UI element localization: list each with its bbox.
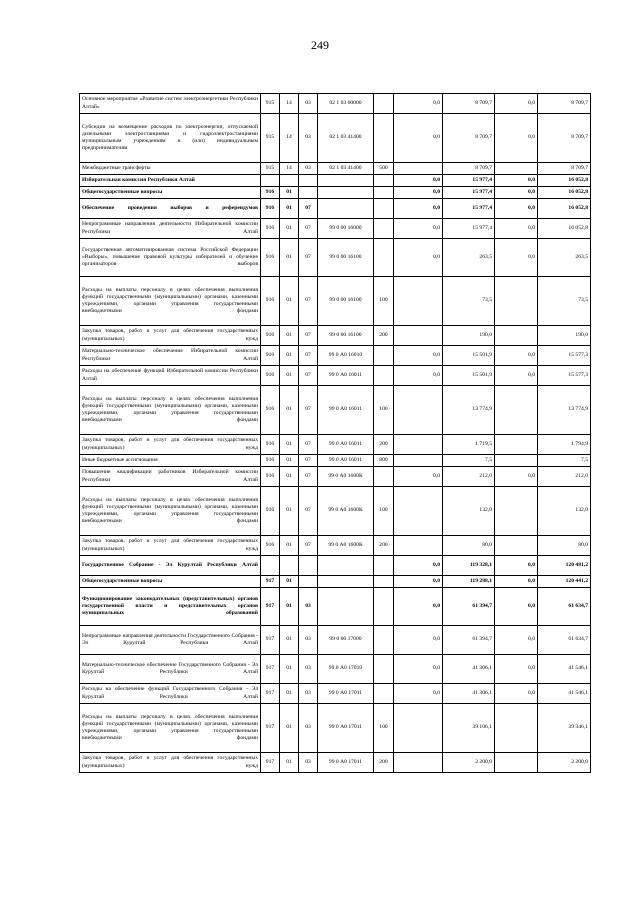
table-row bbox=[80, 326, 591, 346]
cell-name: Государственная автоматизированная система Российской Федерации «Выборы», повышение правовой культуры избирателей и обучение организаторов выборов bbox=[80, 239, 261, 277]
cell-target-article bbox=[318, 187, 374, 199]
cell-target-article: 99 0 А0 16011 bbox=[318, 455, 374, 467]
cell-grbs: 915 bbox=[261, 94, 280, 114]
cell-grbs: 917 bbox=[261, 684, 280, 704]
cell-name: Расходы на выплаты персоналу в целях обеспечения выполнения функций государственными (муниципальными) органами, казенными учреждениями, органами управления государственными внебюджетными фондами bbox=[80, 277, 261, 326]
cell-section: 14 bbox=[280, 114, 299, 163]
cell-subsection bbox=[299, 556, 318, 576]
table-row bbox=[80, 239, 591, 277]
cell-value-4: 2 200,0 bbox=[538, 753, 591, 773]
cell-target-article: 99 0 00 16100 bbox=[318, 239, 374, 277]
cell-section: 01 bbox=[280, 435, 299, 455]
cell-grbs: 915 bbox=[261, 163, 280, 175]
cell-section: 01 bbox=[280, 187, 299, 199]
cell-value-3 bbox=[495, 435, 538, 455]
cell-section: 01 bbox=[280, 386, 299, 435]
cell-value-1: 0,0 bbox=[394, 684, 443, 704]
cell-section bbox=[280, 556, 299, 576]
cell-name: Расходы на обеспечение функций Избирательной комиссии Республики Алтай bbox=[80, 366, 261, 386]
cell-expense-type: 100 bbox=[374, 487, 394, 536]
cell-expense-type bbox=[374, 588, 394, 626]
cell-target-article: 99 0 А0 1600К bbox=[318, 467, 374, 487]
cell-value-4: 61 634,7 bbox=[538, 626, 591, 655]
cell-name: Функционирование законодательных (представительных) органов государственной власти и представительных органов муниципальных образований bbox=[80, 588, 261, 626]
cell-value-4: 39 346,1 bbox=[538, 704, 591, 753]
cell-grbs: 917 bbox=[261, 576, 280, 588]
cell-subsection: 03 bbox=[299, 655, 318, 684]
cell-value-2: 39 106,1 bbox=[443, 704, 495, 753]
cell-subsection: 03 bbox=[299, 163, 318, 175]
cell-name: Закупка товаров, работ и услуг для обеспечения государственных (муниципальных) нужд bbox=[80, 435, 261, 455]
cell-value-4: 1 794,9 bbox=[538, 435, 591, 455]
cell-subsection: 03 bbox=[299, 684, 318, 704]
cell-name: Расходы на выплаты персоналу в целях обеспечения выполнения функций государственными (муниципальными) органами, казенными учреждениями, органами управления государственными внебюджетными фондами bbox=[80, 704, 261, 753]
cell-value-1: 0,0 bbox=[394, 576, 443, 588]
cell-subsection: 07 bbox=[299, 536, 318, 556]
cell-name: Непрограммные направления деятельности Избирательной комиссии Республики Алтай bbox=[80, 219, 261, 239]
cell-value-3: 0,0 bbox=[495, 684, 538, 704]
cell-value-1: 0,0 bbox=[394, 588, 443, 626]
cell-value-1: 0,0 bbox=[394, 94, 443, 114]
cell-value-4: 132,0 bbox=[538, 487, 591, 536]
cell-name: Непрограммные направления деятельности Государственного Собрания - Эл Курултай Республики Алтай bbox=[80, 626, 261, 655]
cell-expense-type: 100 bbox=[374, 277, 394, 326]
table-row bbox=[80, 175, 591, 187]
cell-section: 01 bbox=[280, 536, 299, 556]
cell-name: Общегосударственные вопросы bbox=[80, 187, 261, 199]
table-row bbox=[80, 753, 591, 773]
cell-subsection: 03 bbox=[299, 114, 318, 163]
cell-section: 14 bbox=[280, 163, 299, 175]
cell-value-4: 263,5 bbox=[538, 239, 591, 277]
cell-target-article: 99 0 00 16100 bbox=[318, 277, 374, 326]
table-row bbox=[80, 386, 591, 435]
cell-value-1 bbox=[394, 704, 443, 753]
cell-value-2: 80,0 bbox=[443, 536, 495, 556]
cell-value-4: 8 709,7 bbox=[538, 94, 591, 114]
cell-value-1: 0,0 bbox=[394, 366, 443, 386]
cell-target-article: 99 0 А0 1600К bbox=[318, 536, 374, 556]
cell-expense-type bbox=[374, 626, 394, 655]
cell-target-article: 99 0 00 16100 bbox=[318, 326, 374, 346]
cell-value-3: 0,0 bbox=[495, 655, 538, 684]
cell-value-4: 80,0 bbox=[538, 536, 591, 556]
cell-grbs: 916 bbox=[261, 366, 280, 386]
cell-grbs: 916 bbox=[261, 435, 280, 455]
cell-value-2: 8 709,7 bbox=[443, 163, 495, 175]
cell-grbs: 916 bbox=[261, 386, 280, 435]
cell-name: Избирательная комиссия Республики Алтай bbox=[80, 175, 261, 187]
cell-value-3 bbox=[495, 163, 538, 175]
table-row bbox=[80, 219, 591, 239]
cell-subsection: 07 bbox=[299, 326, 318, 346]
cell-target-article bbox=[318, 588, 374, 626]
cell-value-1: 0,0 bbox=[394, 114, 443, 163]
cell-value-3: 0,0 bbox=[495, 114, 538, 163]
cell-value-4: 8 709,7 bbox=[538, 163, 591, 175]
cell-value-4: 61 634,7 bbox=[538, 588, 591, 626]
cell-value-2: 8 709,7 bbox=[443, 114, 495, 163]
cell-value-4: 16 052,8 bbox=[538, 175, 591, 187]
table-row bbox=[80, 536, 591, 556]
cell-value-3: 0,0 bbox=[495, 187, 538, 199]
cell-name: Общегосударственные вопросы bbox=[80, 576, 261, 588]
cell-name: Расходы на выплаты персоналу в целях обеспечения выполнения функций государственными (муниципальными) органами, казенными учреждениями, органами управления государственными внебюджетными фондами bbox=[80, 487, 261, 536]
cell-expense-type: 200 bbox=[374, 435, 394, 455]
cell-target-article: 99 0 00 16000 bbox=[318, 219, 374, 239]
cell-value-4: 41 546,1 bbox=[538, 684, 591, 704]
cell-grbs: 916 bbox=[261, 199, 280, 219]
cell-section: 01 bbox=[280, 684, 299, 704]
cell-name: Субсидии на возмещение расходов по электроэнергии, отпускаемой дизельными электростанциями и гидроэлектростанциями муниципальным учреждениям и (или) индивидуальным предпринимателям bbox=[80, 114, 261, 163]
cell-expense-type: 800 bbox=[374, 455, 394, 467]
cell-grbs bbox=[261, 175, 280, 187]
cell-subsection: 07 bbox=[299, 386, 318, 435]
cell-value-4: 16 052,8 bbox=[538, 199, 591, 219]
cell-value-3: 0,0 bbox=[495, 94, 538, 114]
cell-name: Материально-техническое обеспечение Избирательной комиссии Республики Алтай bbox=[80, 346, 261, 366]
cell-name: Обеспечение проведения выборов и референдумов bbox=[80, 199, 261, 219]
cell-section: 01 bbox=[280, 366, 299, 386]
cell-subsection: 07 bbox=[299, 277, 318, 326]
cell-value-2: 41 306,1 bbox=[443, 655, 495, 684]
cell-expense-type bbox=[374, 467, 394, 487]
table-row bbox=[80, 487, 591, 536]
cell-grbs: 917 bbox=[261, 626, 280, 655]
cell-expense-type bbox=[374, 576, 394, 588]
cell-value-1 bbox=[394, 753, 443, 773]
cell-value-2: 1 719,5 bbox=[443, 435, 495, 455]
cell-value-1 bbox=[394, 455, 443, 467]
cell-target-article: 02 1 03 00000 bbox=[318, 94, 374, 114]
cell-value-1: 0,0 bbox=[394, 467, 443, 487]
cell-value-4: 16 052,8 bbox=[538, 187, 591, 199]
cell-section: 01 bbox=[280, 467, 299, 487]
table-row bbox=[80, 94, 591, 114]
cell-value-1 bbox=[394, 277, 443, 326]
cell-section: 14 bbox=[280, 94, 299, 114]
cell-value-1 bbox=[394, 487, 443, 536]
cell-value-2: 15 501,9 bbox=[443, 366, 495, 386]
cell-subsection bbox=[299, 187, 318, 199]
cell-expense-type: 100 bbox=[374, 704, 394, 753]
cell-section: 01 bbox=[280, 487, 299, 536]
cell-grbs: 916 bbox=[261, 277, 280, 326]
cell-expense-type bbox=[374, 684, 394, 704]
cell-name: Материально-техническое обеспечение Государственного Собрания - Эл Курултай Республики Алтай bbox=[80, 655, 261, 684]
cell-value-4: 13 774,9 bbox=[538, 386, 591, 435]
cell-value-1 bbox=[394, 386, 443, 435]
cell-value-2: 7,5 bbox=[443, 455, 495, 467]
cell-expense-type bbox=[374, 175, 394, 187]
cell-section: 01 bbox=[280, 199, 299, 219]
cell-value-1: 0,0 bbox=[394, 346, 443, 366]
cell-target-article bbox=[318, 199, 374, 219]
table-row bbox=[80, 114, 591, 163]
cell-value-1: 0,0 bbox=[394, 655, 443, 684]
cell-value-2: 8 709,7 bbox=[443, 94, 495, 114]
cell-section: 01 bbox=[280, 277, 299, 326]
cell-expense-type bbox=[374, 655, 394, 684]
cell-value-4: 212,0 bbox=[538, 467, 591, 487]
table-row bbox=[80, 163, 591, 175]
cell-value-1 bbox=[394, 326, 443, 346]
cell-value-3 bbox=[495, 326, 538, 346]
cell-value-1 bbox=[394, 163, 443, 175]
cell-value-2: 13 774,9 bbox=[443, 386, 495, 435]
cell-subsection: 07 bbox=[299, 366, 318, 386]
cell-value-4: 120 441,2 bbox=[538, 576, 591, 588]
cell-expense-type bbox=[374, 346, 394, 366]
cell-target-article bbox=[318, 576, 374, 588]
cell-target-article: 99 0 А0 17011 bbox=[318, 684, 374, 704]
cell-value-2: 119 328,1 bbox=[443, 556, 495, 576]
cell-expense-type: 500 bbox=[374, 163, 394, 175]
cell-subsection: 03 bbox=[299, 704, 318, 753]
cell-expense-type bbox=[374, 187, 394, 199]
cell-target-article: 99 0 А0 17011 bbox=[318, 704, 374, 753]
table-row bbox=[80, 366, 591, 386]
cell-value-3 bbox=[495, 536, 538, 556]
cell-target-article: 99 0 А0 16011 bbox=[318, 386, 374, 435]
cell-value-4: 41 546,1 bbox=[538, 655, 591, 684]
cell-value-3: 0,0 bbox=[495, 346, 538, 366]
cell-subsection: 07 bbox=[299, 487, 318, 536]
cell-name: Основное мероприятие «Развитие систем электроэнергетики Республики Алтай» bbox=[80, 94, 261, 114]
cell-grbs: 916 bbox=[261, 219, 280, 239]
table-row bbox=[80, 655, 591, 684]
cell-value-2: 132,0 bbox=[443, 487, 495, 536]
table-row bbox=[80, 576, 591, 588]
cell-value-2: 15 501,9 bbox=[443, 346, 495, 366]
cell-grbs: 917 bbox=[261, 753, 280, 773]
cell-value-3: 0,0 bbox=[495, 626, 538, 655]
cell-subsection bbox=[299, 576, 318, 588]
cell-value-2: 73,5 bbox=[443, 277, 495, 326]
cell-value-3: 0,0 bbox=[495, 366, 538, 386]
cell-value-1: 0,0 bbox=[394, 239, 443, 277]
table-row bbox=[80, 588, 591, 626]
budget-table bbox=[79, 93, 591, 773]
cell-name: Государственное Собрание - Эл Курултай Республики Алтай bbox=[80, 556, 261, 576]
cell-section: 01 bbox=[280, 239, 299, 277]
table-row bbox=[80, 626, 591, 655]
cell-name: Расходы на выплаты персоналу в целях обеспечения выполнения функций государственными (муниципальными) органами, казенными учреждениями, органами управления государственными внебюджетными фондами bbox=[80, 386, 261, 435]
cell-subsection: 03 bbox=[299, 753, 318, 773]
cell-expense-type: 100 bbox=[374, 386, 394, 435]
cell-value-1 bbox=[394, 435, 443, 455]
cell-expense-type bbox=[374, 556, 394, 576]
cell-target-article: 02 1 03 41400 bbox=[318, 163, 374, 175]
cell-target-article: 02 1 03 41400 bbox=[318, 114, 374, 163]
cell-value-3 bbox=[495, 455, 538, 467]
cell-value-4: 7,5 bbox=[538, 455, 591, 467]
cell-value-1: 0,0 bbox=[394, 175, 443, 187]
cell-target-article: 99 0 А0 1600К bbox=[318, 487, 374, 536]
cell-target-article bbox=[318, 556, 374, 576]
page-number: 249 bbox=[311, 38, 329, 52]
table-row bbox=[80, 187, 591, 199]
cell-value-2: 263,5 bbox=[443, 239, 495, 277]
cell-value-4: 120 481,2 bbox=[538, 556, 591, 576]
cell-subsection: 07 bbox=[299, 219, 318, 239]
cell-value-2: 212,0 bbox=[443, 467, 495, 487]
cell-section: 01 bbox=[280, 576, 299, 588]
cell-grbs: 916 bbox=[261, 455, 280, 467]
table-row bbox=[80, 455, 591, 467]
cell-target-article bbox=[318, 175, 374, 187]
cell-section: 01 bbox=[280, 219, 299, 239]
cell-value-2: 190,0 bbox=[443, 326, 495, 346]
cell-value-4: 15 577,3 bbox=[538, 346, 591, 366]
cell-subsection bbox=[299, 175, 318, 187]
cell-value-3 bbox=[495, 487, 538, 536]
table-row bbox=[80, 684, 591, 704]
cell-section: 01 bbox=[280, 626, 299, 655]
cell-section: 01 bbox=[280, 455, 299, 467]
cell-target-article: 99 0 А0 16011 bbox=[318, 435, 374, 455]
cell-name: Расходы на обеспечение функций Государственного Собрания - Эл Курултай Республики Алтай bbox=[80, 684, 261, 704]
cell-value-2: 2 200,0 bbox=[443, 753, 495, 773]
cell-value-2: 61 394,7 bbox=[443, 588, 495, 626]
cell-value-1 bbox=[394, 536, 443, 556]
cell-value-1: 0,0 bbox=[394, 556, 443, 576]
cell-value-4: 15 577,3 bbox=[538, 366, 591, 386]
cell-value-2: 15 977,4 bbox=[443, 219, 495, 239]
cell-expense-type bbox=[374, 366, 394, 386]
cell-value-3: 0,0 bbox=[495, 239, 538, 277]
cell-value-2: 61 394,7 bbox=[443, 626, 495, 655]
cell-subsection: 07 bbox=[299, 435, 318, 455]
cell-target-article: 99 0 А0 16010 bbox=[318, 346, 374, 366]
cell-subsection: 03 bbox=[299, 94, 318, 114]
cell-section: 01 bbox=[280, 346, 299, 366]
cell-value-3: 0,0 bbox=[495, 199, 538, 219]
cell-subsection: 07 bbox=[299, 346, 318, 366]
cell-subsection: 07 bbox=[299, 199, 318, 219]
cell-section: 01 bbox=[280, 326, 299, 346]
cell-value-4: 8 709,7 bbox=[538, 114, 591, 163]
cell-value-2: 15 977,4 bbox=[443, 187, 495, 199]
cell-expense-type bbox=[374, 94, 394, 114]
cell-grbs: 915 bbox=[261, 114, 280, 163]
cell-expense-type: 200 bbox=[374, 536, 394, 556]
cell-value-4: 190,0 bbox=[538, 326, 591, 346]
cell-grbs: 917 bbox=[261, 655, 280, 684]
cell-grbs: 916 bbox=[261, 467, 280, 487]
table-row bbox=[80, 704, 591, 753]
cell-subsection: 07 bbox=[299, 467, 318, 487]
cell-value-3: 0,0 bbox=[495, 588, 538, 626]
cell-expense-type bbox=[374, 239, 394, 277]
cell-expense-type: 200 bbox=[374, 326, 394, 346]
cell-name: Иные бюджетные ассигнования bbox=[80, 455, 261, 467]
cell-target-article: 99 0 А0 17011 bbox=[318, 753, 374, 773]
cell-section: 01 bbox=[280, 753, 299, 773]
cell-grbs: 916 bbox=[261, 536, 280, 556]
cell-subsection: 03 bbox=[299, 626, 318, 655]
cell-expense-type bbox=[374, 199, 394, 219]
cell-grbs: 916 bbox=[261, 239, 280, 277]
table-row bbox=[80, 435, 591, 455]
cell-value-2: 15 977,4 bbox=[443, 199, 495, 219]
cell-value-3 bbox=[495, 704, 538, 753]
cell-grbs: 917 bbox=[261, 588, 280, 626]
cell-expense-type bbox=[374, 114, 394, 163]
cell-grbs: 916 bbox=[261, 346, 280, 366]
cell-grbs: 916 bbox=[261, 187, 280, 199]
cell-subsection: 07 bbox=[299, 239, 318, 277]
cell-value-3 bbox=[495, 386, 538, 435]
cell-name: Закупка товаров, работ и услуг для обеспечения государственных (муниципальных) нужд bbox=[80, 753, 261, 773]
cell-grbs bbox=[261, 556, 280, 576]
cell-section bbox=[280, 175, 299, 187]
cell-value-3: 0,0 bbox=[495, 467, 538, 487]
cell-subsection: 03 bbox=[299, 588, 318, 626]
cell-grbs: 916 bbox=[261, 487, 280, 536]
cell-value-3: 0,0 bbox=[495, 175, 538, 187]
cell-section: 01 bbox=[280, 655, 299, 684]
table-row bbox=[80, 199, 591, 219]
cell-section: 01 bbox=[280, 588, 299, 626]
cell-value-1: 0,0 bbox=[394, 219, 443, 239]
cell-name: Повышение квалификации работников Избирательной комиссии Республики Алтай bbox=[80, 467, 261, 487]
cell-value-1: 0,0 bbox=[394, 199, 443, 219]
cell-value-3 bbox=[495, 277, 538, 326]
cell-value-1: 0,0 bbox=[394, 626, 443, 655]
table-row bbox=[80, 467, 591, 487]
cell-value-3: 0,0 bbox=[495, 576, 538, 588]
cell-target-article: 99 0 00 17000 bbox=[318, 626, 374, 655]
cell-value-3: 0,0 bbox=[495, 556, 538, 576]
cell-value-2: 119 288,1 bbox=[443, 576, 495, 588]
cell-expense-type bbox=[374, 219, 394, 239]
cell-value-3: 0,0 bbox=[495, 219, 538, 239]
cell-grbs: 916 bbox=[261, 326, 280, 346]
table-row bbox=[80, 556, 591, 576]
cell-subsection: 07 bbox=[299, 455, 318, 467]
cell-grbs: 917 bbox=[261, 704, 280, 753]
cell-section: 01 bbox=[280, 704, 299, 753]
cell-target-article: 99 0 А0 16011 bbox=[318, 366, 374, 386]
cell-expense-type: 200 bbox=[374, 753, 394, 773]
table-row bbox=[80, 277, 591, 326]
cell-value-2: 15 977,4 bbox=[443, 175, 495, 187]
cell-value-4: 73,5 bbox=[538, 277, 591, 326]
cell-name: Закупка товаров, работ и услуг для обеспечения государственных (муниципальных) нужд bbox=[80, 536, 261, 556]
cell-name: Закупка товаров, работ и услуг для обеспечения государственных (муниципальных) нужд bbox=[80, 326, 261, 346]
table-row bbox=[80, 346, 591, 366]
cell-value-2: 41 306,1 bbox=[443, 684, 495, 704]
cell-name: Межбюджетные трансферты bbox=[80, 163, 261, 175]
cell-value-1: 0,0 bbox=[394, 187, 443, 199]
cell-target-article: 99 0 А0 17010 bbox=[318, 655, 374, 684]
cell-value-4: 16 052,8 bbox=[538, 219, 591, 239]
cell-value-3 bbox=[495, 753, 538, 773]
